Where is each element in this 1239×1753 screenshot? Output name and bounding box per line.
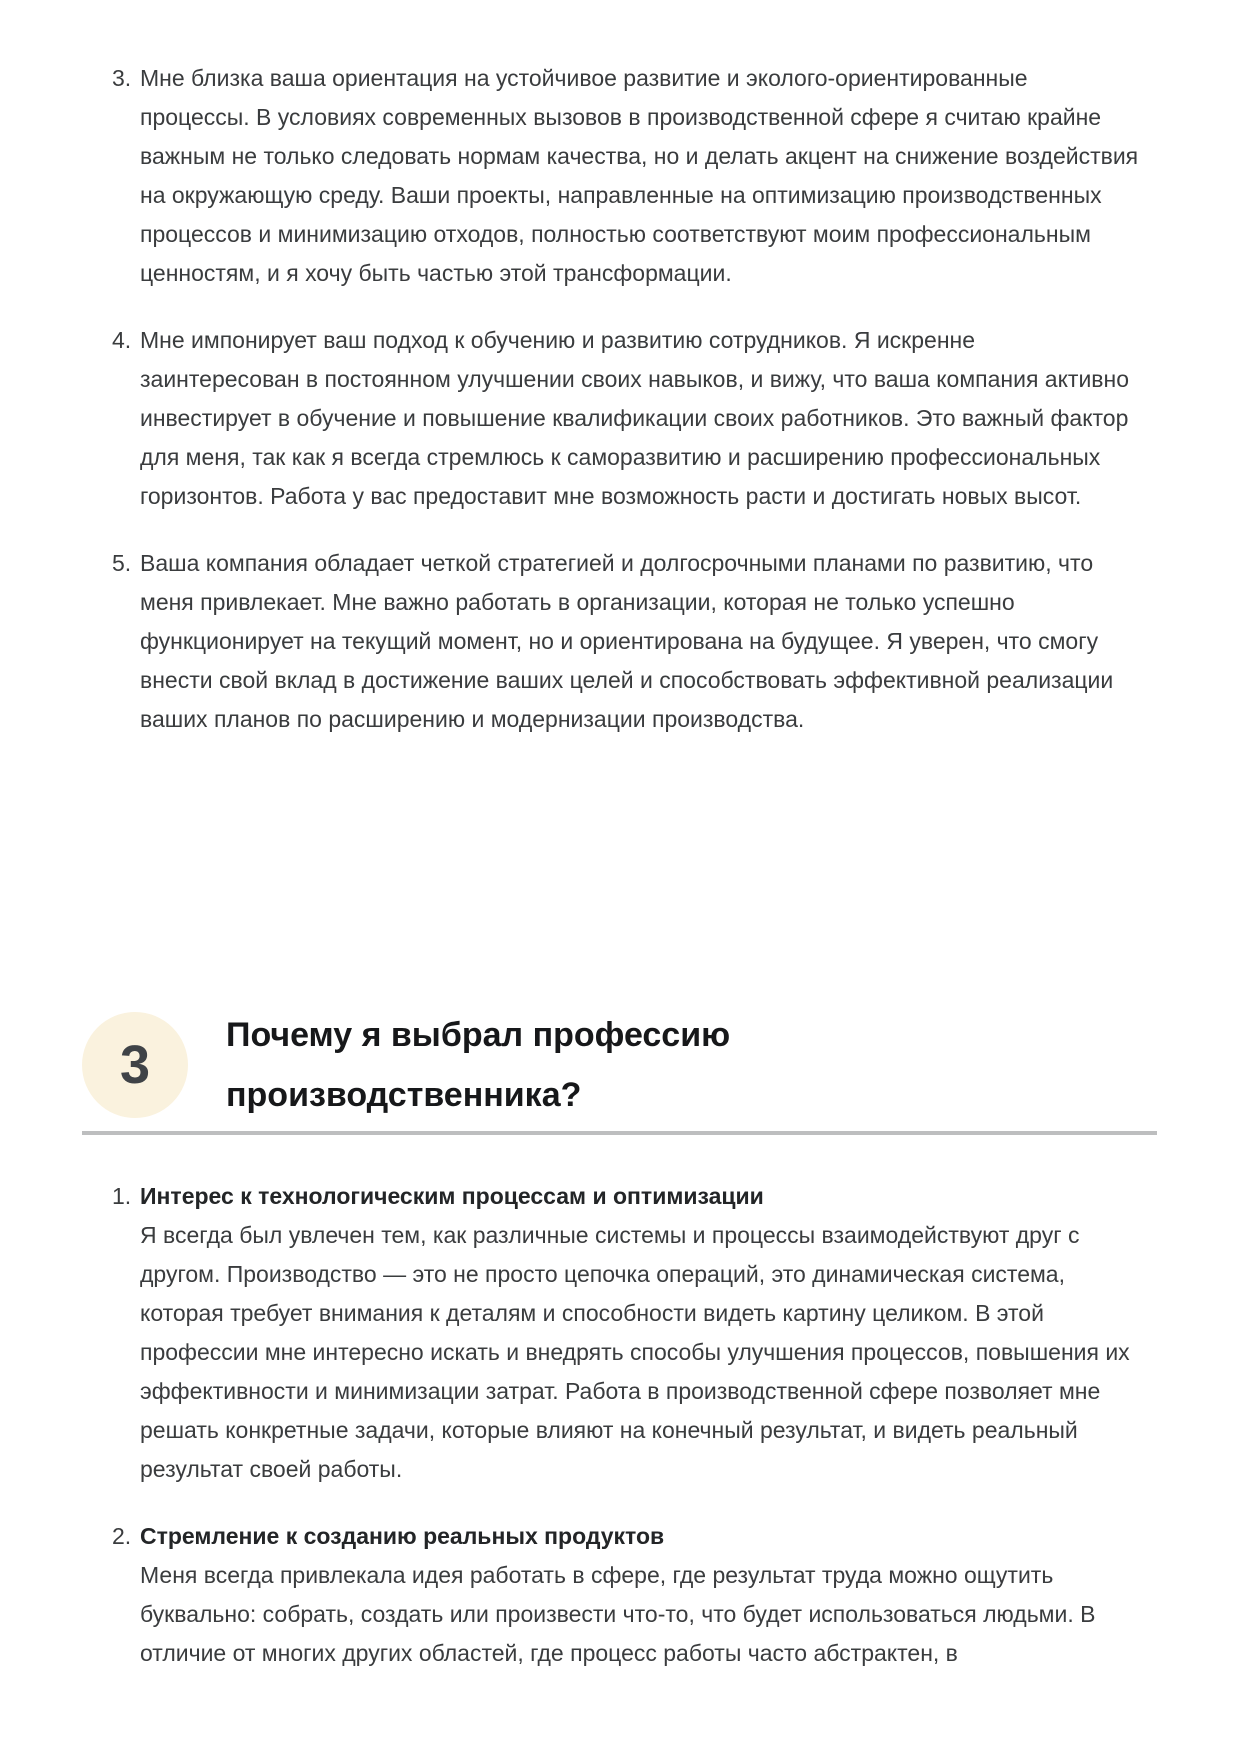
reasons-numbered-list <box>112 1177 1142 1673</box>
list-item-title: Интерес к технологическим процессам и оптимизации <box>140 1183 764 1209</box>
list-item-content <box>140 1517 1142 1673</box>
list-item-text: Ваша компания обладает четкой стратегией и долгосрочными планами по развитию, что меня привлекает. Мне важно работать в организации, которая не только успешно функционирует на текущий момент, но и ориентирована на будущее. Я уверен, что смогу внести свой вклад в достижение ваших целей и способствовать эффективной реализации ваших планов по расширению и модернизации производства. <box>140 550 1114 732</box>
list-item <box>112 59 1142 293</box>
list-item <box>112 1177 1142 1489</box>
section-header <box>82 1005 866 1125</box>
list-item-number: 4. <box>112 327 132 353</box>
list-item-number: 5. <box>112 550 132 576</box>
list-item-text: Мне близка ваша ориентация на устойчивое развитие и эколого-ориентированные процессы. В условиях современных вызовов в производственной сфере я считаю крайне важным не только следовать нормам качества, но и делать акцент на снижение воздействия на окружающую среду. Ваши проекты, направленные на оптимизацию производственных процессов и минимизацию отходов, полностью соответствуют моим профессиональным ценностям, и я хочу быть частью этой трансформации. <box>140 65 1139 286</box>
list-item-text: Мне импонирует ваш подход к обучению и развитию сотрудников. Я искренне заинтересован в постоянном улучшении своих навыков, и вижу, что ваша компания активно инвестирует в обучение и повышение квалификации своих работников. Это важный фактор для меня, так как я всегда стремлюсь к саморазвитию и расширению профессиональных горизонтов. Работа у вас предоставит мне возможность расти и достигать новых высот. <box>140 327 1129 509</box>
list-item-number: 2. <box>112 1523 132 1549</box>
section-title: Почему я выбрал профессию производственника? <box>226 1016 731 1114</box>
list-item <box>112 321 1142 516</box>
list-item-text: Я всегда был увлечен тем, как различные системы и процессы взаимодействуют друг с другом. Производство — это не просто цепочка операций, это динамическая система, которая требует внимания к деталям и способности видеть картину целиком. В этой профессии мне интересно искать и внедрять способы улучшения процессов, повышения их эффективности и минимизации затрат. Работа в производственной сфере позволяет мне решать конкретные задачи, которые влияют на конечный результат, и видеть реальный результат своей работы. <box>140 1222 1130 1482</box>
list-item-title: Стремление к созданию реальных продуктов <box>140 1523 665 1549</box>
section-divider <box>82 1131 1157 1135</box>
list-item-number: 3. <box>112 65 132 91</box>
list-item-number: 1. <box>112 1183 132 1209</box>
section-number: 3 <box>119 1035 151 1095</box>
section-number-badge <box>82 1012 188 1118</box>
list-item-text: Меня всегда привлекала идея работать в сфере, где результат труда можно ощутить буквально: собрать, создать или произвести что-то, что будет использоваться людьми. В отличие от многих других областей, где процесс работы часто абстрактен, в <box>140 1562 1096 1666</box>
list-item-content <box>140 1177 1142 1489</box>
list-item <box>112 544 1142 739</box>
list-item <box>112 1517 1142 1673</box>
intro-numbered-list <box>112 59 1142 739</box>
